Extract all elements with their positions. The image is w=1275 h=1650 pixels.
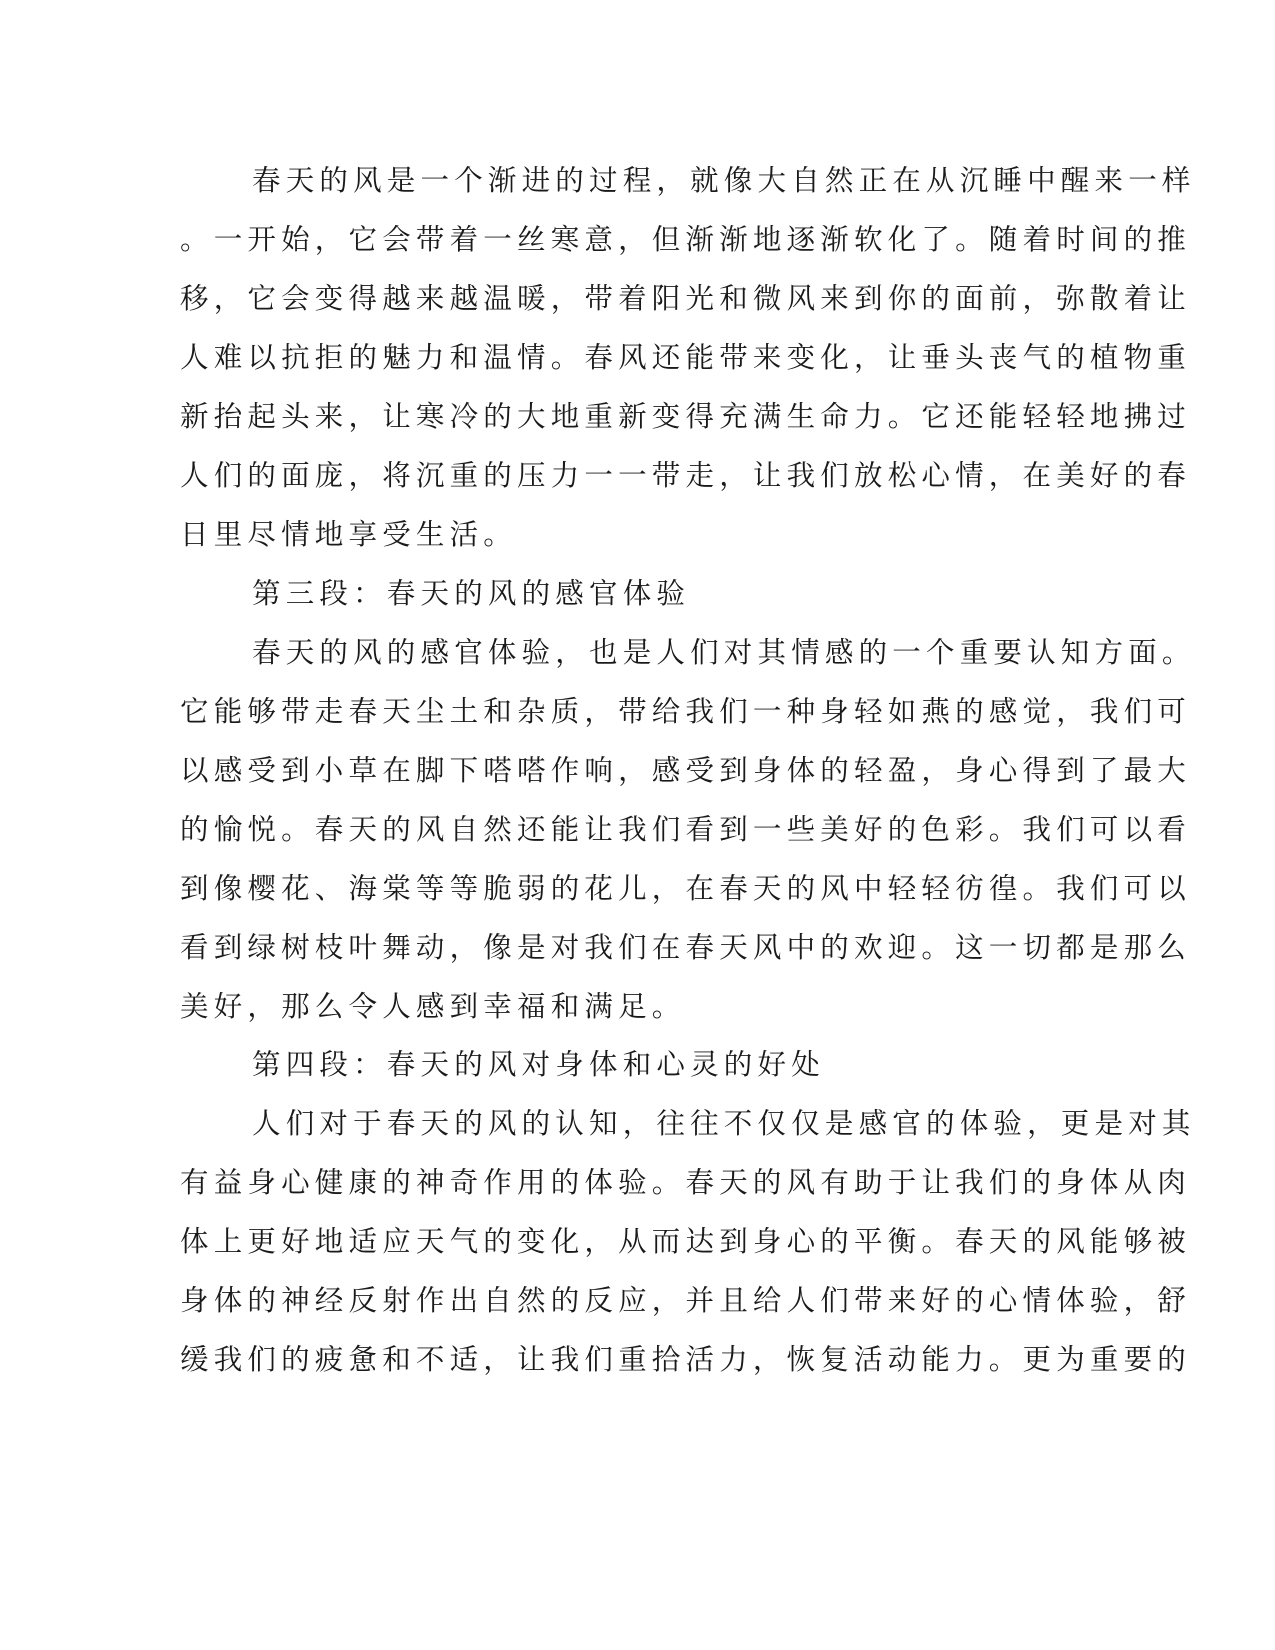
paragraph-3-line-4: 的愉悦。春天的风自然还能让我们看到一些美好的色彩。我们可以看 (180, 813, 1192, 846)
paragraph-1-line-6: 人们的面庞，将沉重的压力一一带走，让我们放松心情，在美好的春 (180, 459, 1192, 492)
paragraph-4-line-3: 体上更好地适应天气的变化，从而达到身心的平衡。春天的风能够被 (180, 1225, 1192, 1258)
paragraph-4-line-5: 缓我们的疲惫和不适，让我们重拾活力，恢复活动能力。更为重要的 (180, 1343, 1192, 1376)
paragraph-1-line-3: 移，它会变得越来越温暖，带着阳光和微风来到你的面前，弥散着让 (180, 282, 1192, 315)
paragraph-3-line-2: 它能够带走春天尘土和杂质，带给我们一种身轻如燕的感觉，我们可 (180, 695, 1192, 728)
paragraph-3-line-3: 以感受到小草在脚下嗒嗒作响，感受到身体的轻盈，身心得到了最大 (180, 754, 1192, 787)
paragraph-1-line-7: 日里尽情地享受生活。 (180, 518, 518, 551)
paragraph-3-line-5: 到像樱花、海棠等等脆弱的花儿，在春天的风中轻轻彷徨。我们可以 (180, 872, 1192, 905)
paragraph-4-line-1: 人们对于春天的风的认知，往往不仅仅是感官的体验，更是对其 (252, 1107, 1196, 1140)
paragraph-1-line-5: 新抬起头来，让寒冷的大地重新变得充满生命力。它还能轻轻地拂过 (180, 400, 1192, 433)
paragraph-3-line-6: 看到绿树枝叶舞动，像是对我们在春天风中的欢迎。这一切都是那么 (180, 931, 1192, 964)
paragraph-3-line-7: 美好，那么令人感到幸福和满足。 (180, 990, 686, 1023)
paragraph-1-line-4: 人难以抗拒的魅力和温情。春风还能带来变化，让垂头丧气的植物重 (180, 341, 1192, 374)
section-3-heading: 第三段：春天的风的感官体验 (252, 577, 691, 610)
paragraph-1-line-1: 春天的风是一个渐进的过程，就像大自然正在从沉睡中醒来一样 (252, 164, 1196, 197)
paragraph-3-line-1: 春天的风的感官体验，也是人们对其情感的一个重要认知方面。 (252, 636, 1196, 669)
paragraph-1-line-2: 。一开始，它会带着一丝寒意，但渐渐地逐渐软化了。随着时间的推 (180, 223, 1192, 256)
paragraph-4-line-4: 身体的神经反射作出自然的反应，并且给人们带来好的心情体验，舒 (180, 1284, 1192, 1317)
paragraph-4-line-2: 有益身心健康的神奇作用的体验。春天的风有助于让我们的身体从肉 (180, 1166, 1192, 1199)
section-4-heading: 第四段：春天的风对身体和心灵的好处 (252, 1048, 825, 1081)
